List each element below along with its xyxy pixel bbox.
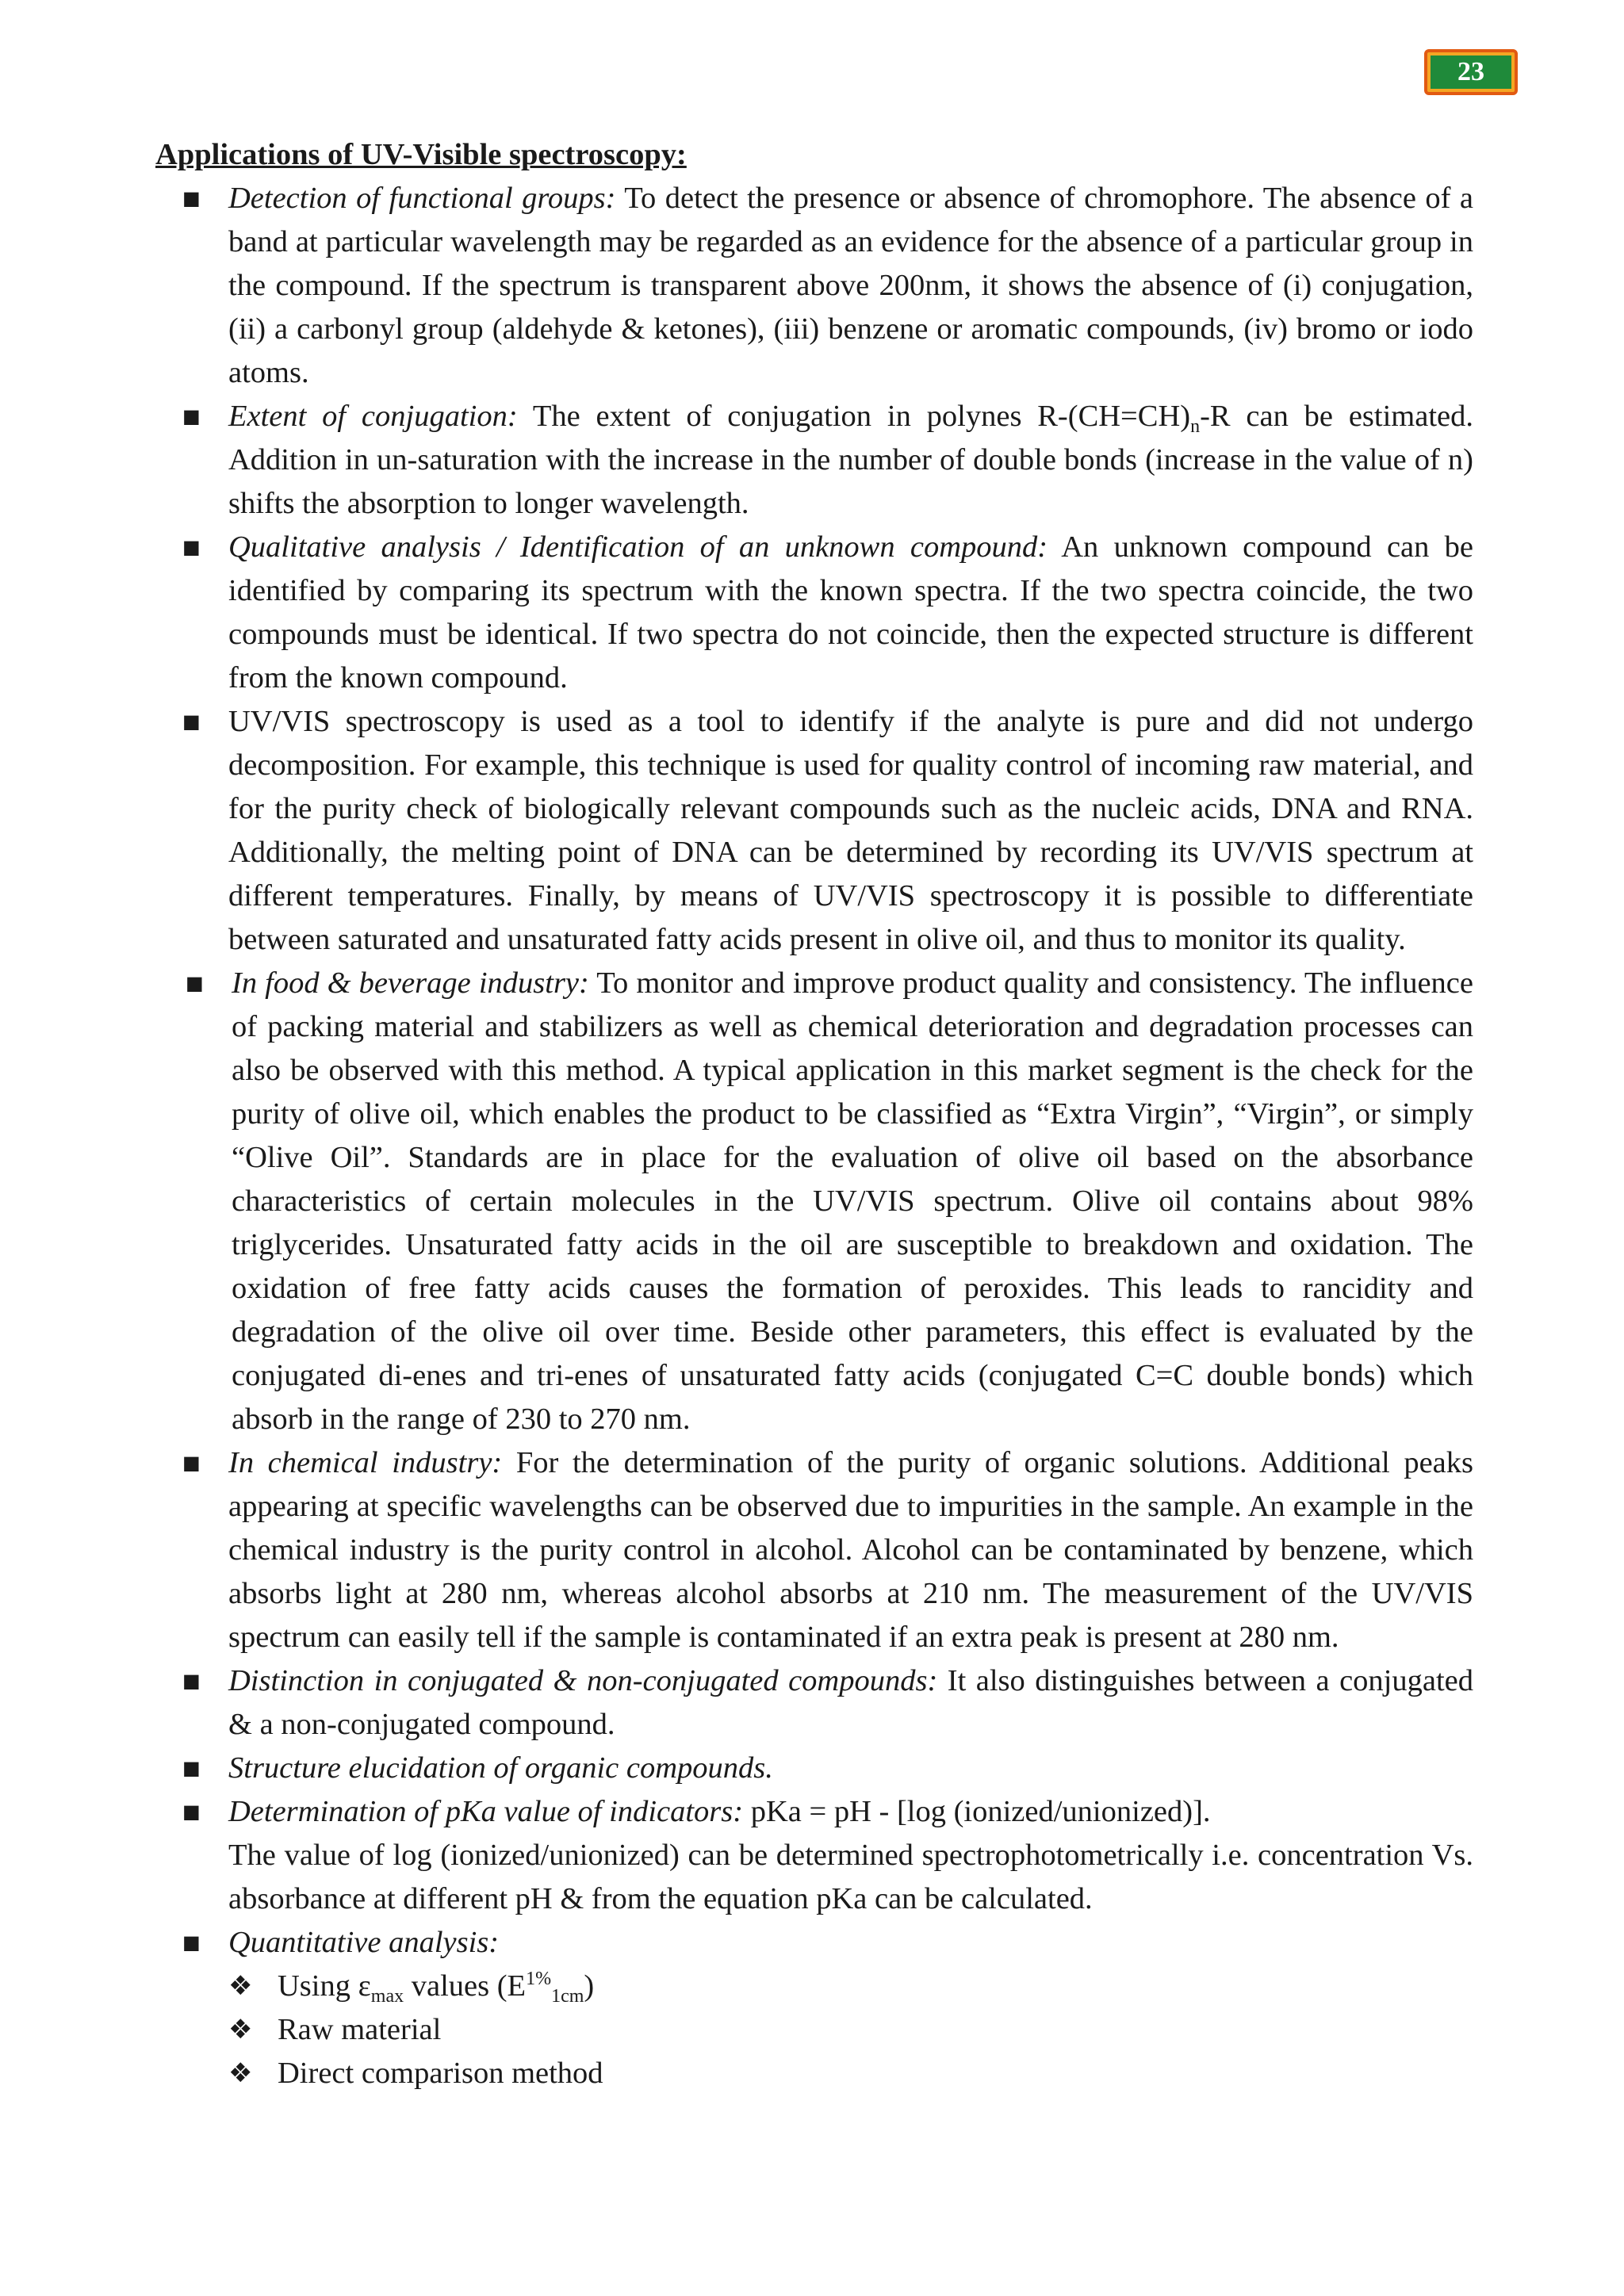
item-label: In chemical industry: xyxy=(228,1446,503,1479)
list-item-pka-determination xyxy=(155,1790,1473,1921)
item-text: It also distinguishes between a conjugated & a non-conjugated compound. xyxy=(228,1664,1473,1741)
item-text: UV/VIS spectroscopy is used as a tool to identify if the analyte is pure and did not undergo decomposition. For example, this technique is used for quality control of incoming raw material, and for the purity check of biologically relevant compounds such as the nucleic acids, DNA and RNA. Additionally, the melting point of DNA can be determined by recording its UV/VIS spectrum at different temperatures. Finally, by means of UV/VIS spectroscopy it is possible to differentiate between saturated and unsaturated fatty acids present in olive oil, and thus to monitor its quality. xyxy=(228,705,1473,956)
list-item-purity-tool xyxy=(155,700,1473,962)
list-item-quantitative-analysis xyxy=(155,1921,1473,2095)
quantitative-sublist xyxy=(228,1965,1473,2095)
list-item-functional-groups xyxy=(155,177,1473,395)
list-item-structure-elucidation xyxy=(155,1747,1473,1790)
item-label: Structure elucidation of organic compounds. xyxy=(228,1751,773,1785)
square-bullet-icon: ■ xyxy=(182,536,201,558)
item-label: Detection of functional groups: xyxy=(228,182,616,215)
item-label: Distinction in conjugated & non-conjugated compounds: xyxy=(228,1664,938,1697)
superscript-percent: 1% xyxy=(526,1969,552,1989)
item-text: An unknown compound can be identified by comparing its spectrum with the known spectra. If the two spectra coincide, the two compounds must be identical. If two spectra do not coincide, then the expected structure is different from the known compound. xyxy=(228,530,1473,695)
diamond-bullet-icon: ❖ xyxy=(228,1970,253,2002)
item-text: To monitor and improve product quality and consistency. The influence of packing material and stabilizers as well as chemical deterioration and degradation processes can also be observed with this method. A typical application in this market segment is the check for the purity of olive oil, which enables the product to be classified as “Extra Virgin”, “Virgin”, or simply “Olive Oil”. Standards are in place for the evaluation of olive oil based on the absorbance characteristics of certain molecules in the UV/VIS spectrum. Olive oil contains about 98% triglycerides. Unsaturated fatty acids in the oil are susceptible to breakdown and oxidation. The oxidation of free fatty acids causes the formation of peroxides. This leads to rancidity and degradation of the olive oil over time. Beside other parameters, this effect is evaluated by the conjugated di-enes and tri-enes of unsaturated fatty acids (conjugated C=C double bonds) which absorb in the range of 230 to 270 nm. xyxy=(232,966,1473,1436)
item-text: To detect the presence or absence of chromophore. The absence of a band at particular wavelength may be regarded as an evidence for the absence of a particular group in the compound. If the spectrum is transparent above 200nm, it shows the absence of (i) conjugation, (ii) a carbonyl group (aldehyde & ketones), (iii) benzene or aromatic compounds, (iv) bromo or iodo atoms. xyxy=(228,182,1473,389)
square-bullet-icon: ■ xyxy=(182,405,201,427)
diamond-bullet-icon: ❖ xyxy=(228,2057,253,2089)
item-text: For the determination of the purity of organic solutions. Additional peaks appearing at specific wavelengths can be observed due to impurities in the sample. An example in the chemical industry is the purity control in alcohol. Alcohol can be contaminated by benzene, which absorbs light at 280 nm, whereas alcohol absorbs at 210 nm. The measurement of the UV/VIS spectrum can easily tell if the sample is contaminated if an extra peak is present at 280 nm. xyxy=(228,1446,1473,1654)
sub-item-text: Direct comparison method xyxy=(278,2057,603,2090)
square-bullet-icon: ■ xyxy=(182,1757,201,1779)
subscript-1cm: 1cm xyxy=(551,1986,584,2007)
sub-item-text: Raw material xyxy=(278,2013,442,2046)
item-text: pKa = pH - [log (ionized/unionized)]. xyxy=(743,1795,1211,1828)
item-label: Determination of pKa value of indicators: xyxy=(228,1795,744,1828)
item-label: Qualitative analysis / Identification of an unknown compound: xyxy=(228,530,1048,564)
list-item-chemical-industry xyxy=(155,1441,1473,1659)
list-item-food-beverage xyxy=(155,962,1473,1441)
square-bullet-icon: ■ xyxy=(182,1670,201,1692)
sub-item-direct-comparison xyxy=(228,2052,1473,2095)
applications-list xyxy=(155,177,1473,2095)
diamond-bullet-icon: ❖ xyxy=(228,2014,253,2045)
sub-item-text-mid: values (E xyxy=(404,1969,527,2003)
item-label: Quantitative analysis: xyxy=(228,1926,500,1959)
sub-item-text: Using ε xyxy=(278,1969,371,2003)
subscript-max: max xyxy=(370,1986,404,2007)
section-heading: Applications of UV-Visible spectroscopy: xyxy=(155,138,687,171)
square-bullet-icon: ■ xyxy=(182,1452,201,1474)
item-text: The extent of conjugation in polynes R-(CH=CH) xyxy=(517,400,1191,433)
item-text-cont: -R can be estimated. Addition in un-saturation with the increase in the number of double bonds (increase in the value of n) shifts the absorption to longer wavelength. xyxy=(228,400,1473,520)
sub-item-emax xyxy=(228,1965,1473,2008)
square-bullet-icon: ■ xyxy=(186,972,204,994)
subscript-n: n xyxy=(1190,416,1201,437)
square-bullet-icon: ■ xyxy=(182,187,201,209)
item-label: In food & beverage industry: xyxy=(232,966,589,1000)
list-item-conjugated-distinction xyxy=(155,1659,1473,1747)
square-bullet-icon: ■ xyxy=(182,1800,201,1823)
page-number-badge xyxy=(1424,49,1518,95)
square-bullet-icon: ■ xyxy=(182,1931,201,1954)
item-label: Extent of conjugation: xyxy=(228,400,518,433)
item-text-para: The value of log (ionized/unionized) can be determined spectrophotometrically i.e. concentration Vs. absorbance at different pH & from the equation pKa can be calculated. xyxy=(228,1839,1473,1915)
page-number: 23 xyxy=(1431,55,1511,89)
list-item-extent-of-conjugation xyxy=(155,395,1473,526)
document-body xyxy=(155,133,1473,2095)
square-bullet-icon: ■ xyxy=(182,710,201,733)
sub-item-text-end: ) xyxy=(584,1969,595,2003)
list-item-qualitative-analysis xyxy=(155,526,1473,700)
sub-item-raw-material xyxy=(228,2008,1473,2052)
